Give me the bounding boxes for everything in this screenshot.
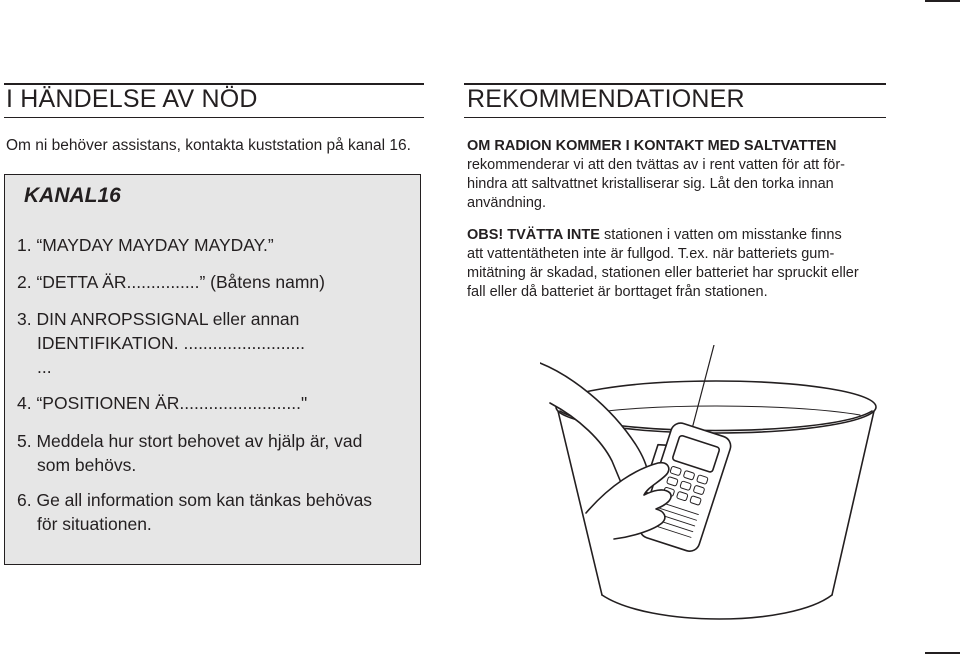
recommendations-heading: REKOMMENDATIONER: [467, 85, 745, 113]
bucket-washing-radio-illustration: [540, 345, 880, 657]
distress-procedure-box: [4, 174, 421, 565]
left-heading-underline: [4, 117, 424, 118]
warning-line-1-rest: stationen i vatten om misstanke finns: [603, 227, 842, 243]
procedure-step-4: 4. “POSITIONEN ÄR.........................": [17, 393, 308, 413]
saltwater-line-2: hindra att saltvattnet kristalliserar sig. Låt den torka innan: [467, 176, 834, 192]
procedure-step-1: 1. “MAYDAY MAYDAY MAYDAY.”: [17, 235, 274, 255]
right-heading-underline: [464, 117, 886, 118]
obs-label: OBS!: [467, 227, 504, 243]
bottom-corner-rule: [925, 652, 960, 654]
saltwater-title: OM RADION KOMMER I KONTAKT MED SALTVATTEN: [467, 138, 837, 154]
procedure-step-6-cont: för situationen.: [37, 514, 152, 534]
do-not-wash-label: TVÄTTA INTE: [507, 227, 600, 243]
emergency-intro: Om ni behöver assistans, kontakta kuststation på kanal 16.: [6, 137, 411, 154]
warning-line-1: [467, 226, 887, 245]
procedure-step-6: 6. Ge all information som kan tänkas behövas: [17, 490, 373, 510]
emergency-heading: I HÄNDELSE AV NÖD: [6, 85, 258, 113]
top-corner-rule: [925, 0, 960, 2]
procedure-step-5-cont: som behövs.: [37, 455, 137, 475]
radio-antenna: [692, 345, 714, 429]
procedure-step-3-cont: IDENTIFIKATION. .........................: [37, 333, 306, 353]
procedure-step-3: 3. DIN ANROPSSIGNAL eller annan: [17, 309, 300, 329]
saltwater-paragraph: [467, 137, 887, 213]
warning-line-2: att vattentätheten inte är fullgod. T.ex. när batteriets gum-: [467, 246, 835, 262]
channel-title: KANAL16: [24, 184, 121, 207]
saltwater-line-3: användning.: [467, 195, 547, 211]
saltwater-line-1: rekommenderar vi att den tvättas av i rent vatten för att för-: [467, 157, 845, 173]
procedure-step-5: 5. Meddela hur stort behovet av hjälp är, vad: [17, 431, 363, 451]
procedure-step-2: 2. “DETTA ÄR...............” (Båtens namn): [17, 272, 325, 292]
warning-line-4: fall eller då batteriet är borttaget från stationen.: [467, 284, 768, 300]
bucket-right-wall: [832, 411, 874, 595]
bucket-bottom: [602, 595, 832, 619]
warning-paragraph: [467, 226, 887, 302]
water-surface: [580, 406, 860, 415]
warning-line-3: mitätning är skadad, stationen eller batteriet har spruckit eller: [467, 265, 859, 281]
procedure-step-3-cont2: ...: [37, 357, 52, 377]
